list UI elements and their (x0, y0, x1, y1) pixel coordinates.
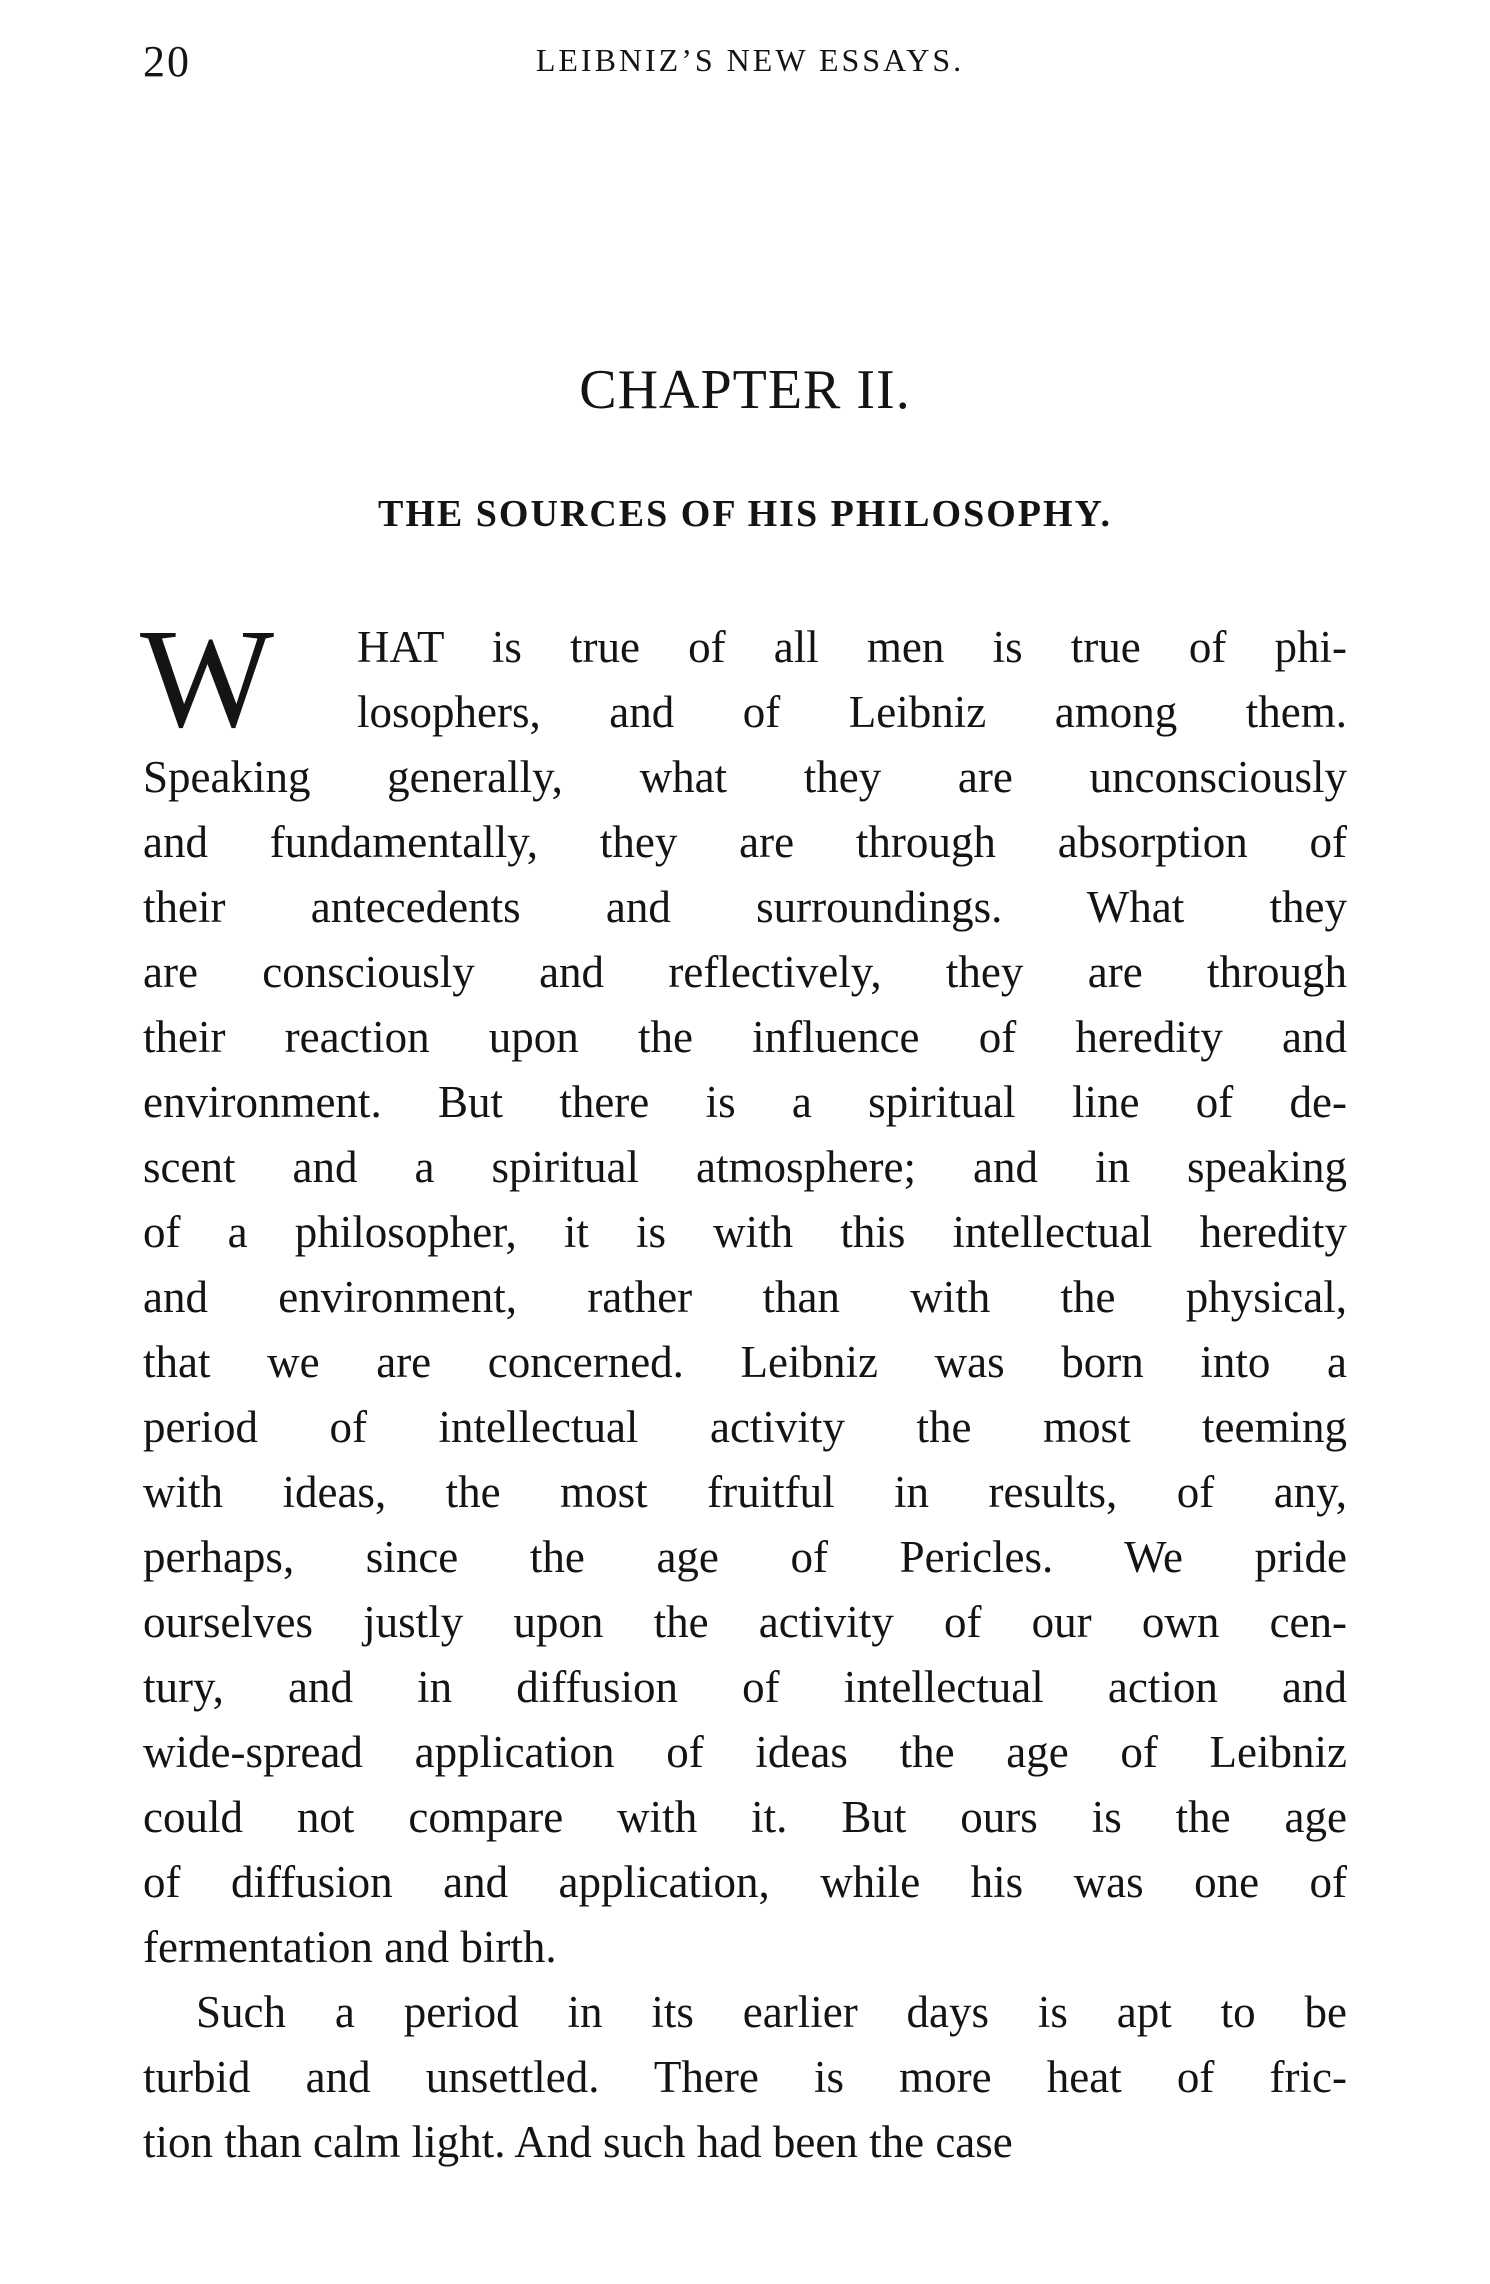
text-line: tury, and in diffusion of intellectual action and (143, 1662, 1347, 1712)
text-line: of a philosopher, it is with this intellectual heredity (143, 1207, 1347, 1257)
text-line: are consciously and reflectively, they are through (143, 947, 1347, 997)
text-line: losophers, and of Leibniz among them. (357, 687, 1347, 737)
text-line: with ideas, the most fruitful in results, of any, (143, 1467, 1347, 1517)
text-line: environment. But there is a spiritual line of de- (143, 1077, 1347, 1127)
text-line: turbid and unsettled. There is more heat of fric- (143, 2052, 1347, 2102)
text-line: tion than calm light. And such had been the case (143, 2117, 1013, 2167)
chapter-title: CHAPTER II. (579, 359, 911, 421)
text-line: that we are concerned. Leibniz was born into a (143, 1337, 1347, 1387)
text-line: their antecedents and surroundings. What they (143, 882, 1347, 932)
text-line: Speaking generally, what they are unconsciously (143, 752, 1347, 802)
text-line: their reaction upon the influence of heredity and (143, 1012, 1347, 1062)
text-line: wide-spread application of ideas the age of Leibniz (143, 1727, 1347, 1777)
text-line: Such a period in its earlier days is apt to be (196, 1987, 1347, 2037)
page-number: 20 (143, 37, 191, 86)
text-line: ourselves justly upon the activity of our own cen- (143, 1597, 1347, 1647)
text-line: perhaps, since the age of Pericles. We pride (143, 1532, 1347, 1582)
text-line: period of intellectual activity the most teeming (143, 1402, 1347, 1452)
drop-cap: W (140, 599, 275, 757)
running-title: LEIBNIZ’S NEW ESSAYS. (535, 42, 965, 78)
text-line: fermentation and birth. (143, 1922, 557, 1972)
chapter-subtitle: THE SOURCES OF HIS PHILOSOPHY. (378, 493, 1112, 535)
text-line: HAT is true of all men is true of phi- (357, 622, 1347, 672)
text-line: and environment, rather than with the physical, (143, 1272, 1347, 1322)
text-line: scent and a spiritual atmosphere; and in speaking (143, 1142, 1347, 1192)
text-line: of diffusion and application, while his was one of (143, 1857, 1347, 1907)
text-line: could not compare with it. But ours is the age (143, 1792, 1347, 1842)
text-line: and fundamentally, they are through absorption of (143, 817, 1347, 867)
